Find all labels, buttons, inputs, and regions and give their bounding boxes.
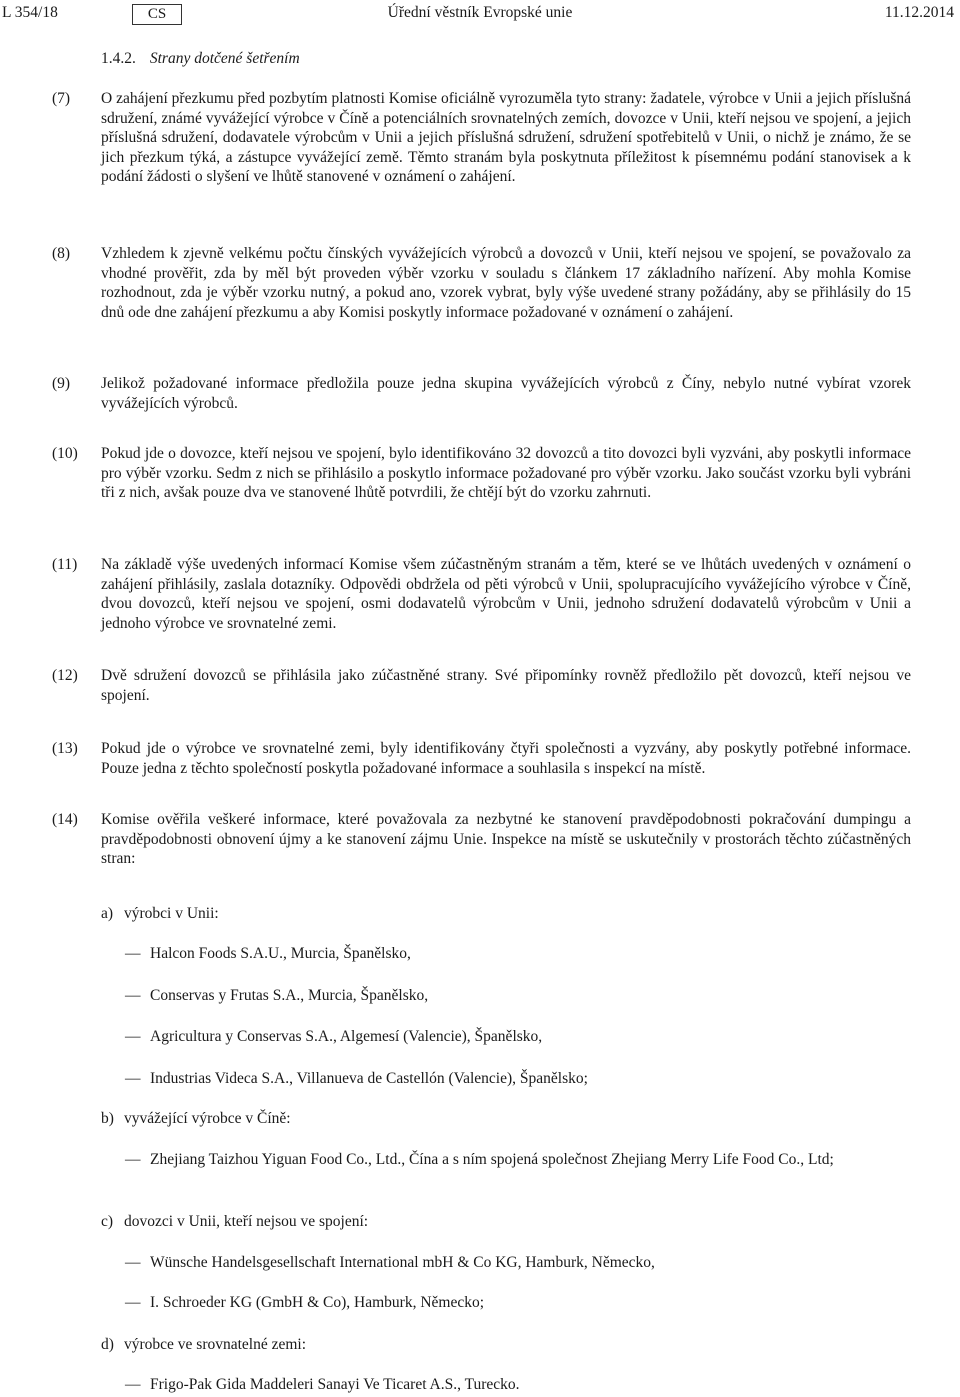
list-item-text: Wünsche Handelsgesellschaft International mbH & Co KG, Hamburk, Německo,: [150, 1254, 655, 1271]
dash-bullet: —: [125, 987, 141, 1004]
list-heading-text: dovozci v Unii, kteří nejsou ve spojení:: [124, 1213, 369, 1230]
paragraph-text: Jelikož požadované informace předložila pouze jedna skupina vyvážejících výrobců z Číny, nebylo nutné vybírat vzorek vyvážejících výrobců.: [101, 375, 911, 412]
list-label: c): [101, 1213, 114, 1230]
paragraph-text: Pokud jde o výrobce ve srovnatelné zemi, byly identifikovány čtyři společnosti a vyzvány, aby poskytly potřebné informace. Pouze jedna z těchto společností poskytla požadované informace a souhlasila s inspekcí na místě.: [101, 740, 911, 777]
paragraph-number: (10): [52, 445, 78, 462]
paragraph-number: (9): [52, 375, 71, 392]
list-item-text: Frigo-Pak Gida Maddeleri Sanayi Ve Ticaret A.S., Turecko.: [150, 1376, 520, 1393]
list-heading-a: [101, 904, 219, 924]
list-item-text: Agricultura y Conservas S.A., Algemesí (Valencie), Španělsko,: [150, 1028, 543, 1045]
section-heading: [101, 50, 300, 68]
paragraph-text: Komise ověřila veškeré informace, které považovala za nezbytné ke stanovení pravděpodobnosti pokračování dumpingu a pravděpodobnosti obnovení újmy a ke stanovení zájmu Unie. Inspekce na místě se uskutečnily v prostorách těchto zúčastněných stran:: [101, 811, 911, 867]
list-item-text: Industrias Videca S.A., Villanueva de Castellón (Valencie), Španělsko;: [150, 1070, 588, 1087]
paragraph-number: (11): [52, 556, 78, 573]
list-heading-text: výrobci v Unii:: [124, 905, 219, 922]
paragraph-number: (13): [52, 740, 78, 757]
paragraph-number: (8): [52, 245, 71, 262]
list-label: a): [101, 905, 114, 922]
list-label: b): [101, 1110, 114, 1127]
list-heading-text: výrobce ve srovnatelné zemi:: [124, 1336, 307, 1353]
paragraph-text: Dvě sdružení dovozců se přihlásila jako zúčastněné strany. Své připomínky rovněž předložilo pět dovozců, kteří nejsou ve spojení.: [101, 667, 911, 704]
list-item-text: Zhejiang Taizhou Yiguan Food Co., Ltd., Čína a s ním spojená společnost Zhejiang Merry Life Food Co., Ltd;: [150, 1151, 834, 1168]
dash-bullet: —: [125, 1254, 141, 1271]
paragraph-number: (12): [52, 667, 78, 684]
paragraph-number: (7): [52, 90, 71, 107]
page-reference: L 354/18: [2, 4, 58, 21]
section-number: 1.4.2.: [101, 50, 136, 67]
dash-bullet: —: [125, 1028, 141, 1045]
dash-bullet: —: [125, 1376, 141, 1393]
list-item-text: I. Schroeder KG (GmbH & Co), Hamburk, Německo;: [150, 1294, 485, 1311]
dash-bullet: —: [125, 1070, 141, 1087]
paragraph-number: (14): [52, 811, 78, 828]
paragraph-text: Na základě výše uvedených informací Komise všem zúčastněným stranám a těm, které se ve lhůtách uvedených v oznámení o zahájení přihlásily, zaslala dotazníky. Odpovědi obdržela od pěti výrobců v Unii, spolupracujícího vyvážejícího výrobce v Číně, dvou dovozců, kteří nejsou ve spojení, osmi dodavatelů výrobcům v Unii, jednoho sdružení dodavatelů výrobcům v Unii a jednoho výrobce ve srovnatelné zemi.: [101, 556, 911, 632]
list-heading-c: [101, 1212, 368, 1232]
paragraph-text: O zahájení přezkumu před pozbytím platnosti Komise oficiálně vyrozuměla tyto strany: žadatele, výrobce v Unii a jejich příslušná sdružení, známé vyvážející výrobce v Číně a potenciálních srovnatelných zemích, dovozce v Unii, kteří nejsou ve spojení, a jejich příslušná sdružení, dodavatele výrobcům v Unii a jejich příslušná sdružení, sdružení spotřebitelů v Unii, o nichž je známo, že se jich přezkum týká, a zástupce vyvážející země. Těmto stranám byla poskytnuta příležitost k písemnému podání stanovisek a k podání žádosti o slyšení ve lhůtě stanovené v oznámení o zahájení.: [101, 90, 911, 185]
section-title: Strany dotčené šetřením: [149, 50, 300, 67]
dash-bullet: —: [125, 1151, 141, 1168]
list-item-text: Halcon Foods S.A.U., Murcia, Španělsko,: [150, 945, 411, 962]
journal-title: Úřední věstník Evropské unie: [387, 4, 573, 21]
page-header: [0, 0, 960, 30]
dash-bullet: —: [125, 945, 141, 962]
dash-bullet: —: [125, 1294, 141, 1311]
paragraph-text: Pokud jde o dovozce, kteří nejsou ve spojení, bylo identifikováno 32 dovozců a tito dovozci byli vyzváni, aby poskytli informace pro výběr vzorku. Sedm z nich se přihlásilo a poskytlo informace požadované pro výběr vzorku. Jako součást vzorku byli vybráni tři z nich, avšak pouze dva ve stanovené lhůtě potvrdili, že chtějí být do vzorku zahrnuti.: [101, 445, 911, 501]
list-label: d): [101, 1336, 114, 1353]
list-item-text: Conservas y Frutas S.A., Murcia, Španělsko,: [150, 987, 429, 1004]
list-heading-b: [101, 1109, 291, 1129]
paragraph-text: Vzhledem k zjevně velkému počtu čínských vyvážejících výrobců a dovozců v Unii, kteří nejsou ve spojení, se považovalo za vhodné prověřit, zda by měl být proveden výběr vzorku v souladu s článkem 17 základního nařízení. Aby mohla Komise rozhodnout, zda je výběr vzorku nutný, a pokud ano, vzorek vybrat, byly výše uvedené strany požádány, aby se přihlásily do 15 dnů ode dne zahájení přezkumu a aby Komisi poskytly informace požadované v oznámení o zahájení.: [101, 245, 911, 321]
publication-date: 11.12.2014: [884, 4, 954, 21]
list-heading-text: vyvážející výrobce v Číně:: [124, 1110, 291, 1127]
list-heading-d: [101, 1335, 306, 1355]
language-badge: CS: [132, 4, 182, 25]
